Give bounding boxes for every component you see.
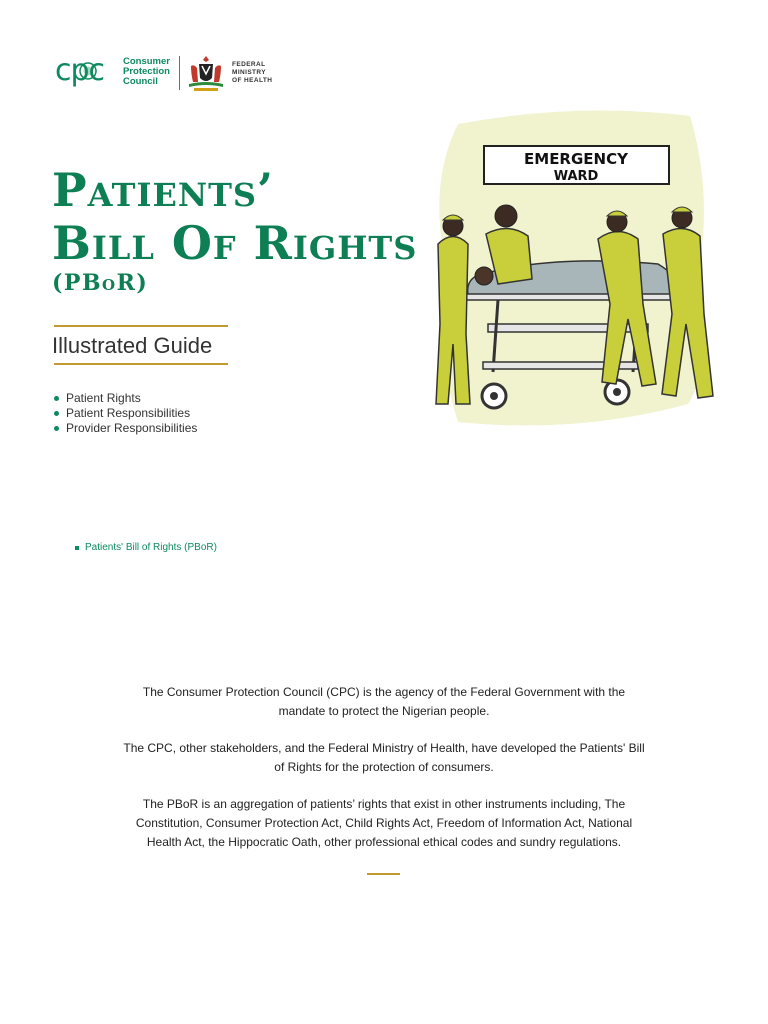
topic-label: Patient Responsibilities: [66, 406, 191, 420]
sign-text-ward: WARD: [553, 169, 599, 184]
cpc-name-line: Protection: [123, 66, 170, 77]
cpc-logo-text: cpc: [55, 55, 105, 88]
topic-list: [54, 391, 197, 436]
logo-divider: [179, 56, 180, 90]
fmoh-name: [232, 61, 272, 85]
topic-list-item: [54, 421, 197, 436]
cpc-name-line: Council: [123, 76, 158, 87]
cpc-logo: [55, 55, 121, 89]
divider-rule: [54, 325, 228, 327]
topic-label: Patient Rights: [66, 391, 141, 405]
intro-text: [118, 683, 650, 870]
end-divider-rule: [367, 873, 400, 875]
topic-list-item: [54, 391, 197, 406]
fmoh-name-line: OF HEALTH: [232, 77, 273, 84]
page-title-line-1: Patients’: [52, 163, 275, 217]
square-bullet-icon: [75, 546, 79, 550]
topic-label: Provider Responsibilities: [66, 421, 198, 435]
fmoh-name-line: MINISTRY: [232, 69, 267, 76]
page-title-line-2: Bill Of Rights: [52, 216, 418, 270]
page-title-abbreviation: (PBoR): [52, 270, 149, 296]
sign-text-emergency: EMERGENCY: [524, 150, 628, 168]
topic-list-item: [54, 406, 197, 421]
cpc-name: [123, 57, 170, 87]
divider-rule: [54, 363, 228, 365]
emergency-ward-illustration: [428, 104, 720, 430]
cpc-name-line: Consumer: [123, 56, 170, 67]
pbor-bookmark-label: Patients' Bill of Rights (PBoR): [85, 542, 217, 553]
intro-paragraph: The Consumer Protection Council (CPC) is the agency of the Federal Government with the mandate to protect the Nigerian people.: [142, 685, 626, 718]
intro-paragraph: The PBoR is an aggregation of patients’ rights that exist in other instruments including, The Constitution, Consumer Protection Act, Child Rights Act, Freedom of Information Act, National Health Act, the Hippocratic Oath, other professional ethical codes and sundry regulations.: [135, 797, 633, 849]
bullet-icon: [54, 411, 59, 416]
fmoh-name-line: FEDERAL: [232, 61, 266, 68]
bullet-icon: [54, 426, 59, 431]
guide-subtitle: Illustrated Guide: [52, 333, 213, 358]
intro-paragraph: The CPC, other stakeholders, and the Federal Ministry of Health, have developed the Patients' Bill of Rights for the protection of consumers.: [123, 741, 645, 774]
pbor-bookmark-link[interactable]: [75, 542, 217, 553]
bullet-icon: [54, 396, 59, 401]
coat-of-arms-icon: [185, 54, 227, 92]
